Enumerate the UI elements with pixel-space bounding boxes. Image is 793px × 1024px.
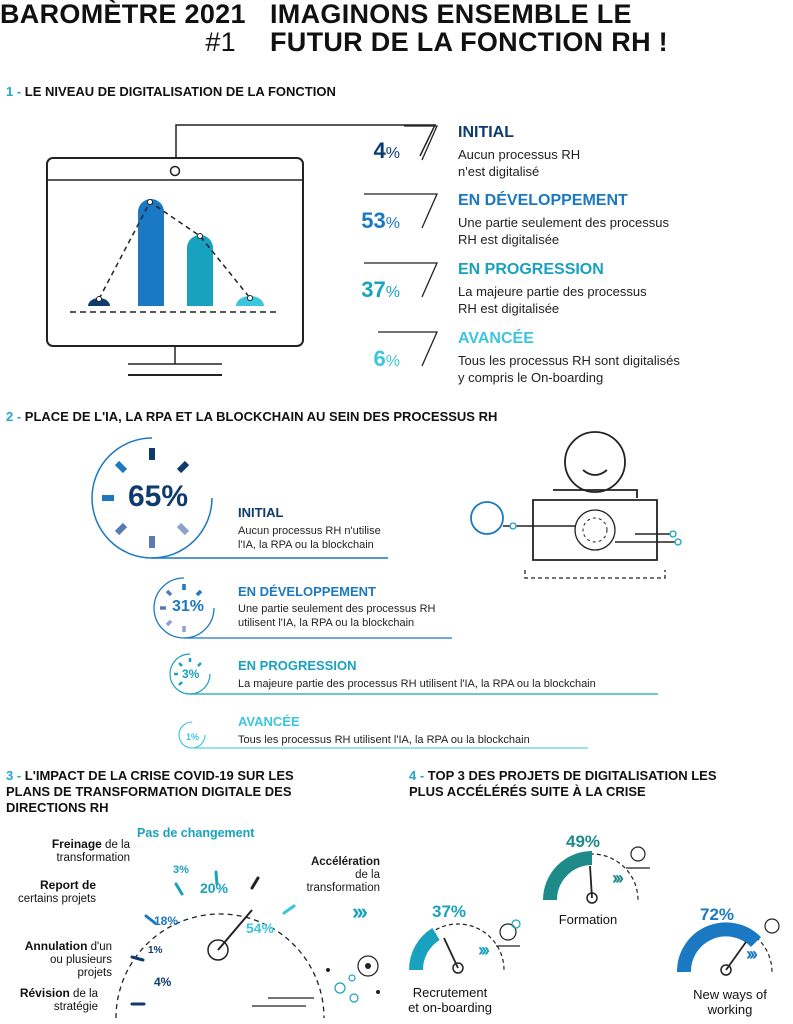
s1-level-progression: EN PROGRESSION xyxy=(458,261,604,278)
s1-desc-initial: Aucun processus RH n'est digitalisé xyxy=(458,147,581,179)
gauge-value-annulation: 1% xyxy=(148,945,163,956)
virus-icon xyxy=(318,948,388,1010)
s1-desc-avancee: Tous les processus RH sont digitalisés y compris le On-boarding xyxy=(458,353,680,385)
s1-pct-developpement: 53% xyxy=(361,208,400,233)
section3-title-l2: PLANS DE TRANSFORMATION DIGITALE DES xyxy=(6,784,292,799)
bar-progression xyxy=(187,235,213,306)
gauge-value-center: 20% xyxy=(200,880,229,896)
gauge-value-acceleration: 54% xyxy=(246,920,275,936)
section3-title-l1: L'IMPACT DE LA CRISE COVID-19 SUR LES xyxy=(24,768,294,783)
gauge-value-revision: 4% xyxy=(154,975,172,989)
s1-row-initial xyxy=(340,124,790,184)
section2-number: 2 - xyxy=(6,409,22,424)
project2-gauge xyxy=(538,848,658,906)
project3-label: New ways of working xyxy=(693,987,767,1017)
s1-level-developpement: EN DÉVELOPPEMENT xyxy=(458,192,628,209)
gauge-label-revision: Révision de la stratégie xyxy=(19,986,98,1013)
slash-decoration xyxy=(364,261,444,301)
gauge-value-report: 18% xyxy=(154,914,179,928)
project3-pct: 72% xyxy=(700,905,735,924)
project1-label: Recrutement et on-boarding xyxy=(408,985,492,1015)
gauge-label-annulation: Annulation d'un ou plusieurs projets xyxy=(24,939,112,979)
barometre-number: #1 xyxy=(205,27,236,57)
barometre-title: BAROMÈTRE 2021 xyxy=(0,0,246,29)
s2-desc-progression: La majeure partie des processus RH utilisent l'IA, la RPA ou la blockchain xyxy=(238,678,596,690)
s2-desc-avancee: Tous les processus RH utilisent l'IA, la RPA ou la blockchain xyxy=(238,734,530,746)
project2-pct: 49% xyxy=(566,832,601,851)
s1-desc-progression: La majeure partie des processus RH est digitalisée xyxy=(458,284,647,316)
s2-desc-initial: Aucun processus RH n'utilise l'IA, la RPA ou la blockchain xyxy=(238,525,381,551)
s1-level-avancee: AVANCÉE xyxy=(458,330,534,347)
project2-label: Formation xyxy=(558,912,618,927)
s1-level-initial: INITIAL xyxy=(458,124,514,141)
s2-level-initial: INITIAL xyxy=(238,505,284,520)
section1-number: 1 - xyxy=(6,84,22,99)
slash-decoration xyxy=(364,192,444,232)
headline-line1: IMAGINONS ENSEMBLE LE xyxy=(270,0,632,29)
slash-decoration xyxy=(404,124,444,164)
s2-level-progression: EN PROGRESSION xyxy=(238,658,357,673)
section4-number: 4 - xyxy=(409,768,425,783)
project3-gauge xyxy=(672,920,792,978)
s1-pct-initial: 4% xyxy=(373,138,400,163)
s2-desc-developpement: Une partie seulement des processus RH utilisent l'IA, la RPA ou la blockchain xyxy=(238,603,436,629)
s2-pct-progression: 3% xyxy=(182,667,200,681)
project1-arrows: ››› xyxy=(478,940,487,960)
s1-row-progression xyxy=(340,261,790,321)
person-laptop-illustration xyxy=(465,430,695,600)
s1-pct-progression: 37% xyxy=(361,277,400,302)
project3-arrows: ››› xyxy=(746,944,755,964)
s1-desc-developpement: Une partie seulement des processus RH est digitalisée xyxy=(458,215,670,247)
s1-pct-avancee: 6% xyxy=(373,346,400,371)
section2-title: PLACE DE L'IA, LA RPA ET LA BLOCKCHAIN AU SEIN DES PROCESSUS RH xyxy=(24,409,498,424)
s2-pct-developpement: 31% xyxy=(172,598,205,615)
s2-level-developpement: EN DÉVELOPPEMENT xyxy=(238,584,376,599)
gauge-label-report: Report de certains projets xyxy=(18,878,96,905)
headline-line2: FUTUR DE LA FONCTION RH ! xyxy=(270,27,668,57)
section4-title-l2: PLUS ACCÉLÉRÉS SUITE À LA CRISE xyxy=(409,784,646,799)
header-right xyxy=(270,0,668,56)
gauge-value-freinage: 3% xyxy=(173,864,189,876)
section1-heading xyxy=(6,84,336,99)
project1-gauge xyxy=(404,918,524,976)
s2-pct-initial: 65% xyxy=(128,480,189,513)
s2-level-avancee: AVANCÉE xyxy=(238,714,300,729)
section3-title-l3: DIRECTIONS RH xyxy=(6,800,109,815)
section4-heading xyxy=(409,768,717,800)
s1-row-developpement xyxy=(340,192,790,252)
gauge-top-label: Pas de changement xyxy=(137,826,255,840)
s2-pct-avancee: 1% xyxy=(186,732,200,742)
slash-decoration xyxy=(378,330,444,370)
arrows-decoration: ››› xyxy=(352,899,365,924)
bar-developpement xyxy=(138,199,164,306)
project1-pct: 37% xyxy=(432,902,467,921)
gauge-label-freinage: Freinage de la transformation xyxy=(51,837,130,864)
section3-number: 3 - xyxy=(6,768,22,783)
section4-title-l1: TOP 3 DES PROJETS DE DIGITALISATION LES xyxy=(427,768,717,783)
section3-heading xyxy=(6,768,294,816)
section1-title: LE NIVEAU DE DIGITALISATION DE LA FONCTION xyxy=(24,84,336,99)
section2-heading xyxy=(6,409,497,424)
s1-row-avancee xyxy=(340,330,790,390)
header-left xyxy=(0,0,246,56)
gauge-label-acceleration: Accélération de la transformation xyxy=(306,856,380,894)
project2-arrows: ››› xyxy=(612,868,621,888)
